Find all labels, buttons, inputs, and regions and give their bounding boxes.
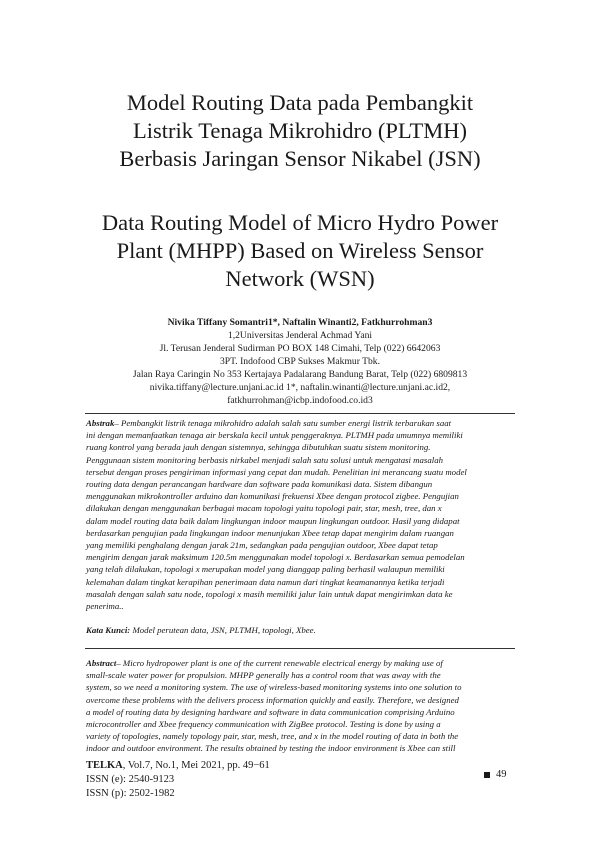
paper-title-indonesian — [60, 89, 540, 173]
abstract-label: Abstract — [86, 658, 117, 668]
affiliation-1: 1,2Universitas Jenderal Achmad Yani — [227, 330, 373, 341]
abstract-line: variety of topologies, namely topology pair, star, mesh, tree, and x in the model routing of data in both the — [86, 731, 459, 742]
abstrak-line: masalah dengan salah satu node, topologi x masih memiliki jalur lain untuk dapat mengirimkan data ke — [86, 588, 453, 599]
page-footer — [86, 759, 270, 801]
title-line: Plant (MHPP) Based on Wireless Sensor — [116, 238, 484, 263]
abstract-line: overcome these problems with the delivers process information quickly and easily. Therefore, we designed — [86, 694, 459, 705]
abstrak-first-line: Abstrak– Pembangkit listrik tenaga mikrohidro adalah salah satu sumber energi listrik terbarukan saat — [86, 418, 452, 428]
address-1: Jl. Terusan Jenderal Sudirman PO BOX 148 Cimahi, Telp (022) 6642063 — [159, 343, 441, 354]
title-line: Network (WSN) — [225, 266, 375, 291]
abstrak-line: yang memiliki penghalang dengan jarak 21m, sedangkan pada pengujian outdoor, Xbee dapat tetap — [86, 540, 438, 551]
address-2: Jalan Raya Caringin No 353 Kertajaya Padalarang Bandung Barat, Telp (022) 6809813 — [132, 369, 468, 380]
abstrak-label: Abstrak — [86, 418, 115, 428]
title-line: Listrik Tenaga Mikrohidro (PLTMH) — [132, 118, 468, 143]
abstrak-line: ini dengan memanfaatkan tenaga air berskala kecil untuk penggeraknya. PLTMH pada umumnya memiliki — [86, 430, 463, 441]
abstract-line: a model of routing data by designing hardware and software in data communication comprising Arduino — [86, 706, 455, 717]
abstrak-line: dalam model routing data baik dalam lingkungan indoor maupun lingkungan outdoor. Hasil yang didapat — [86, 515, 460, 526]
abstrak-line: kelemahan dalam tingkat kerapihan penerimaan data namun dari tingkat keamanannya ketika terjadi — [86, 576, 445, 587]
kata-kunci-text: Model perutean data, JSN, PLTMH, topologi, Xbee. — [130, 625, 316, 635]
abstrak-line: mengirim dengan jarak maksimum 120.5m menggunakan model topologi x. Berdasarkan semua pemodelan — [86, 552, 465, 563]
author-block — [40, 316, 560, 407]
abstrak-line: Penggunaan sistem monitoring berbasis nirkabel menjadi salah satu solusi untuk mengatasi masalah — [86, 454, 443, 465]
title-line: Data Routing Model of Micro Hydro Power — [101, 210, 499, 235]
abstract-line: small-scale water power for propulsion. MHPP generally has a control room that was away with the — [86, 670, 441, 681]
abstrak-line: yang telah dilakukan, topologi x merupakan model yang dianggap paling berhasil walaupun memiliki — [86, 564, 445, 575]
abstrak-line: ruang kontrol yang berada jauh dengan sistemnya, sehingga dibutuhkan suatu sistem monitoring. — [86, 442, 431, 453]
email-line-1: nivika.tiffany@lecture.unjani.ac.id 1*, naftalin.winanti@lecture.unjani.ac.id2, — [149, 382, 451, 393]
abstrak-line: routing data dengan perancangan hardware dan software pada komunikasi data. Sistem dibangun — [86, 479, 433, 490]
square-bullet-icon — [484, 772, 490, 778]
abstract-line: indoor and outdoor environment. The results obtained by testing the indoor environment is Xbee can still — [86, 743, 456, 754]
journal-citation: TELKA, Vol.7, No.1, Mei 2021, pp. 49−61 — [86, 760, 270, 771]
issn-electronic: ISSN (e): 2540-9123 — [86, 774, 175, 785]
divider-middle — [85, 648, 515, 649]
title-line: Berbasis Jaringan Sensor Nikabel (JSN) — [119, 146, 481, 171]
abstract-english-section — [86, 657, 514, 755]
divider-top — [85, 413, 515, 414]
abstract-first-line: Abstract– Micro hydropower plant is one of the current renewable electrical energy by making use of — [86, 658, 443, 668]
page-number: 49 — [484, 769, 507, 780]
abstrak-line: menggunakan mikrokontroller arduino dan komunikasi frekuensi Xbee dengan protocol zigbee. Pengujian — [86, 491, 459, 502]
abstract-line: system, so we need a monitoring system. The use of wireless-based monitoring systems into one solution to — [86, 682, 462, 693]
abstrak-line: dilakukan dengan menggunakan berbagai macam topologi yaitu topologi pair, star, mesh, tree, dan x — [86, 503, 442, 514]
kata-kunci — [86, 624, 514, 636]
affiliation-2: 3PT. Indofood CBP Sukses Makmur Tbk. — [220, 356, 380, 367]
kata-kunci-label: Kata Kunci: — [86, 625, 131, 635]
journal-name: TELKA — [86, 760, 123, 771]
email-line-2: fatkhurrohman@icbp.indofood.co.id3 — [227, 395, 373, 406]
abstrak-section — [86, 417, 514, 612]
title-line: Model Routing Data pada Pembangkit — [126, 90, 474, 115]
issn-print: ISSN (p): 2502-1982 — [86, 788, 175, 799]
abstract-line: microcontroller and Xbee frequency communication with ZigBee protocol. Testing is done by using a — [86, 719, 441, 730]
abstrak-line: tersebut dengan proses pengiriman informasi yang cepat dan mudah. Penelitian ini merancang suatu model — [86, 466, 467, 477]
author-names: Nivika Tiffany Somantri1*, Naftalin Winanti2, Fatkhurrohman3 — [167, 317, 433, 328]
paper-title-english — [60, 209, 540, 293]
abstrak-line: berdasarkan pengujian pada lingkungan indoor menunjukan Xbee tetap dapat mengirim dalam ruangan — [86, 527, 454, 538]
abstrak-line: penerima.. — [86, 601, 124, 612]
